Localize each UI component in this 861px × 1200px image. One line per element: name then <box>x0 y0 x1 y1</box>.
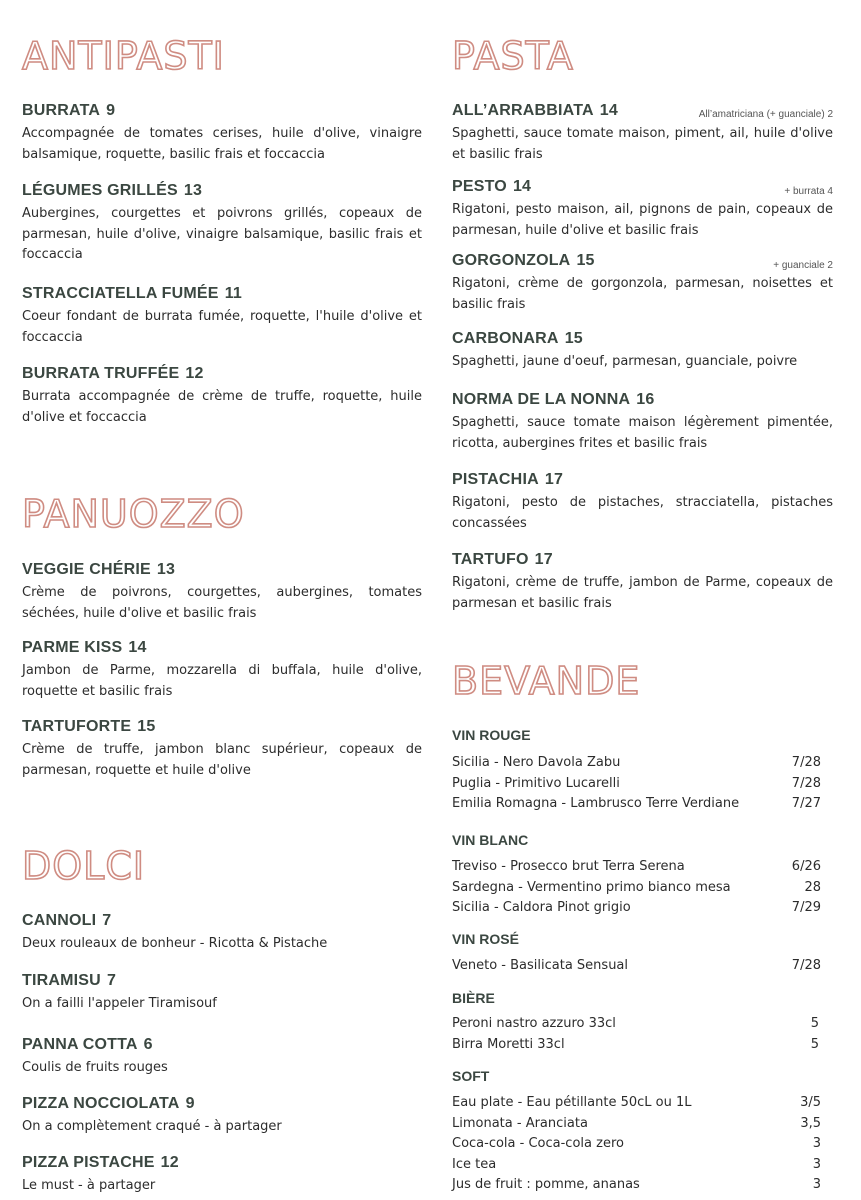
item-description: Spaghetti, jaune d'oeuf, parmesan, guanciale, poivre <box>452 354 798 369</box>
item-supplement: + guanciale 2 <box>773 260 833 271</box>
drink-price: 3 <box>812 1136 821 1151</box>
drink-row <box>452 878 821 899</box>
drink-name: Eau plate - Eau pétillante 50cL ou 1L <box>452 1095 692 1110</box>
item-price: 13 <box>183 182 203 199</box>
drink-name: Emilia Romagna - Lambrusco Terre Verdiane <box>452 796 740 811</box>
item-price: 14 <box>512 178 532 195</box>
menu-item <box>452 390 833 454</box>
item-price: 6 <box>143 1036 153 1053</box>
item-name: BURRATA <box>22 102 101 119</box>
menu-item <box>22 284 422 348</box>
item-description: Aubergines, courgettes et poivrons grillés, copeaux de parmesan, huile d'olive, vinaigre balsamique, basilic frais et foccaccia <box>22 206 422 262</box>
drink-row <box>452 857 821 878</box>
drink-category-title: VIN BLANC <box>452 832 529 848</box>
drink-category-title: VIN ROUGE <box>452 727 531 743</box>
drink-name: Puglia - Primitivo Lucarelli <box>452 775 620 791</box>
item-description: Deux rouleaux de bonheur - Ricotta & Pistache <box>22 936 328 951</box>
menu-item <box>22 971 422 1015</box>
drink-row <box>452 956 821 977</box>
drink-name: Sicilia - Nero Davola Zabu <box>452 755 621 770</box>
drink-row <box>452 1134 821 1155</box>
drink-price: 3 <box>812 1156 821 1172</box>
menu-item <box>452 101 833 165</box>
drink-list <box>452 956 821 977</box>
item-name: TIRAMISU <box>22 972 101 989</box>
menu-item <box>452 251 833 315</box>
item-description: Rigatoni, pesto de pistaches, stracciatella, pistaches concassées <box>452 495 833 531</box>
drink-row <box>452 1093 821 1114</box>
item-description: On a complètement craqué - à partager <box>22 1119 282 1134</box>
item-name: PANNA COTTA <box>22 1036 138 1053</box>
pasta-title: PASTA <box>452 34 574 78</box>
item-description: Crème de truffe, jambon blanc supérieur, copeaux de parmesan, roquette et huile d'olive <box>22 742 422 778</box>
drink-row <box>452 1035 819 1056</box>
drink-name: Sardegna - Vermentino primo bianco mesa <box>452 879 731 895</box>
item-name: NORMA DE LA NONNA <box>452 391 631 408</box>
drink-category-title: SOFT <box>452 1068 490 1084</box>
drink-list <box>452 1014 819 1055</box>
menu-item <box>22 1094 422 1138</box>
item-price: 15 <box>564 330 583 347</box>
panuozzo-title: PANUOZZO <box>22 492 245 536</box>
item-description: Accompagnée de tomates cerises, huile d'olive, vinaigre balsamique, roquette, basilic frais et foccaccia <box>22 126 422 162</box>
item-name: TARTUFO <box>452 551 529 568</box>
drink-price: 7/29 <box>791 900 821 915</box>
drink-name: Peroni nastro azzuro 33cl <box>452 1016 616 1031</box>
menu-item <box>452 470 833 534</box>
menu-item <box>22 717 422 781</box>
item-description: Jambon de Parme, mozzarella di buffala, huile d'olive, roquette et basilic frais <box>22 663 422 699</box>
drink-price: 28 <box>804 879 821 895</box>
drink-price: 6/26 <box>791 859 821 874</box>
drink-row <box>452 753 821 774</box>
menu-item <box>22 1153 422 1197</box>
drink-category-title: VIN ROSÉ <box>452 931 519 947</box>
item-price: 17 <box>534 551 553 568</box>
item-price: 14 <box>599 102 618 119</box>
menu-item <box>22 911 422 955</box>
item-supplement: All’amatriciana (+ guanciale) 2 <box>698 109 833 120</box>
drink-price: 3/5 <box>800 1095 821 1110</box>
drink-name: Ice tea <box>452 1156 497 1172</box>
item-name: CARBONARA <box>452 330 559 347</box>
menu-item <box>22 560 422 624</box>
item-name: TARTUFORTE <box>22 718 132 735</box>
item-name: PIZZA NOCCIOLATA <box>22 1095 180 1112</box>
item-price: 12 <box>185 365 204 382</box>
item-name: STRACCIATELLA FUMÉE <box>22 285 219 302</box>
drink-price: 3,5 <box>800 1115 821 1131</box>
drink-row <box>452 794 821 815</box>
item-name: PIZZA PISTACHE <box>22 1154 155 1171</box>
bevande-title: BEVANDE <box>452 659 641 703</box>
drink-name: Treviso - Prosecco brut Terra Serena <box>452 859 685 874</box>
drink-price: 7/28 <box>791 775 821 791</box>
drink-row <box>452 1014 819 1035</box>
item-description: Spaghetti, sauce tomate maison légèrement pimentée, ricotta, aubergines frites et basilic frais <box>452 415 833 451</box>
item-price: 9 <box>106 102 116 119</box>
drink-row <box>452 774 821 795</box>
item-description: Rigatoni, pesto maison, ail, pignons de pain, copeaux de parmesan, huile d'olive et basilic frais <box>452 202 833 238</box>
drink-list <box>452 1093 821 1196</box>
item-supplement: + burrata 4 <box>784 186 833 197</box>
menu-item <box>22 364 422 428</box>
drink-price: 7/28 <box>791 958 821 973</box>
item-price: 15 <box>576 252 595 269</box>
menu-item <box>452 329 833 373</box>
menu-item <box>22 101 422 165</box>
drink-category-title: BIÈRE <box>452 990 495 1006</box>
item-price: 11 <box>224 285 243 302</box>
item-description: Rigatoni, crème de gorgonzola, parmesan, noisettes et basilic frais <box>452 276 833 312</box>
drink-row <box>452 1175 821 1196</box>
menu-item <box>452 550 833 614</box>
item-price: 13 <box>156 561 176 578</box>
item-price: 16 <box>636 391 655 408</box>
item-description: Coeur fondant de burrata fumée, roquette, l'huile d'olive et foccaccia <box>22 309 422 345</box>
drink-price: 5 <box>810 1016 819 1031</box>
item-description: Crème de poivrons, courgettes, aubergines, tomates séchées, huile d'olive et basilic frais <box>22 585 422 621</box>
dolci-title: DOLCI <box>22 844 146 888</box>
item-description: Spaghetti, sauce tomate maison, piment, ail, huile d'olive et basilic frais <box>452 126 833 162</box>
item-description: Le must - à partager <box>22 1178 156 1193</box>
item-name: BURRATA TRUFFÉE <box>22 365 180 382</box>
item-name: VEGGIE CHÉRIE <box>22 561 151 578</box>
item-description: On a failli l'appeler Tiramisouf <box>22 996 217 1011</box>
antipasti-title: ANTIPASTI <box>22 34 225 78</box>
item-name: LÉGUMES GRILLÉS <box>22 182 178 199</box>
item-description: Coulis de fruits rouges <box>22 1060 168 1075</box>
drink-price: 5 <box>810 1036 819 1052</box>
item-price: 9 <box>185 1095 195 1112</box>
item-price: 7 <box>102 912 112 929</box>
drink-name: Jus de fruit : pomme, ananas <box>452 1177 640 1192</box>
menu-item <box>452 177 833 241</box>
item-description: Rigatoni, crème de truffe, jambon de Parme, copeaux de parmesan et basilic frais <box>452 575 833 611</box>
drink-price: 7/28 <box>791 755 821 770</box>
item-name: PISTACHIA <box>452 471 539 488</box>
drink-row <box>452 1114 821 1135</box>
item-description: Burrata accompagnée de crème de truffe, roquette, huile d'olive et foccaccia <box>22 389 422 425</box>
drink-name: Sicilia - Caldora Pinot grigio <box>452 900 631 915</box>
item-price: 17 <box>544 471 564 488</box>
drink-name: Limonata - Aranciata <box>452 1115 588 1131</box>
item-price: 12 <box>160 1154 179 1171</box>
drink-price: 3 <box>812 1177 821 1192</box>
menu-item <box>22 1035 422 1079</box>
drink-row <box>452 1155 821 1176</box>
item-price: 15 <box>137 718 156 735</box>
drink-price: 7/27 <box>791 796 821 811</box>
item-price: 7 <box>106 972 117 989</box>
drink-name: Birra Moretti 33cl <box>452 1036 565 1052</box>
menu-item <box>22 181 422 266</box>
item-name: PESTO <box>452 178 507 195</box>
drink-name: Veneto - Basilicata Sensual <box>452 958 629 973</box>
item-name: GORGONZOLA <box>452 252 571 269</box>
drink-list <box>452 857 821 919</box>
drink-list <box>452 753 821 815</box>
item-name: CANNOLI <box>22 912 97 929</box>
drink-name: Coca-cola - Coca-cola zero <box>452 1136 624 1151</box>
drink-row <box>452 898 821 919</box>
item-name: PARME KISS <box>22 639 123 656</box>
menu-item <box>22 638 422 702</box>
item-price: 14 <box>128 639 147 656</box>
item-name: ALL’ARRABBIATA <box>452 102 594 119</box>
